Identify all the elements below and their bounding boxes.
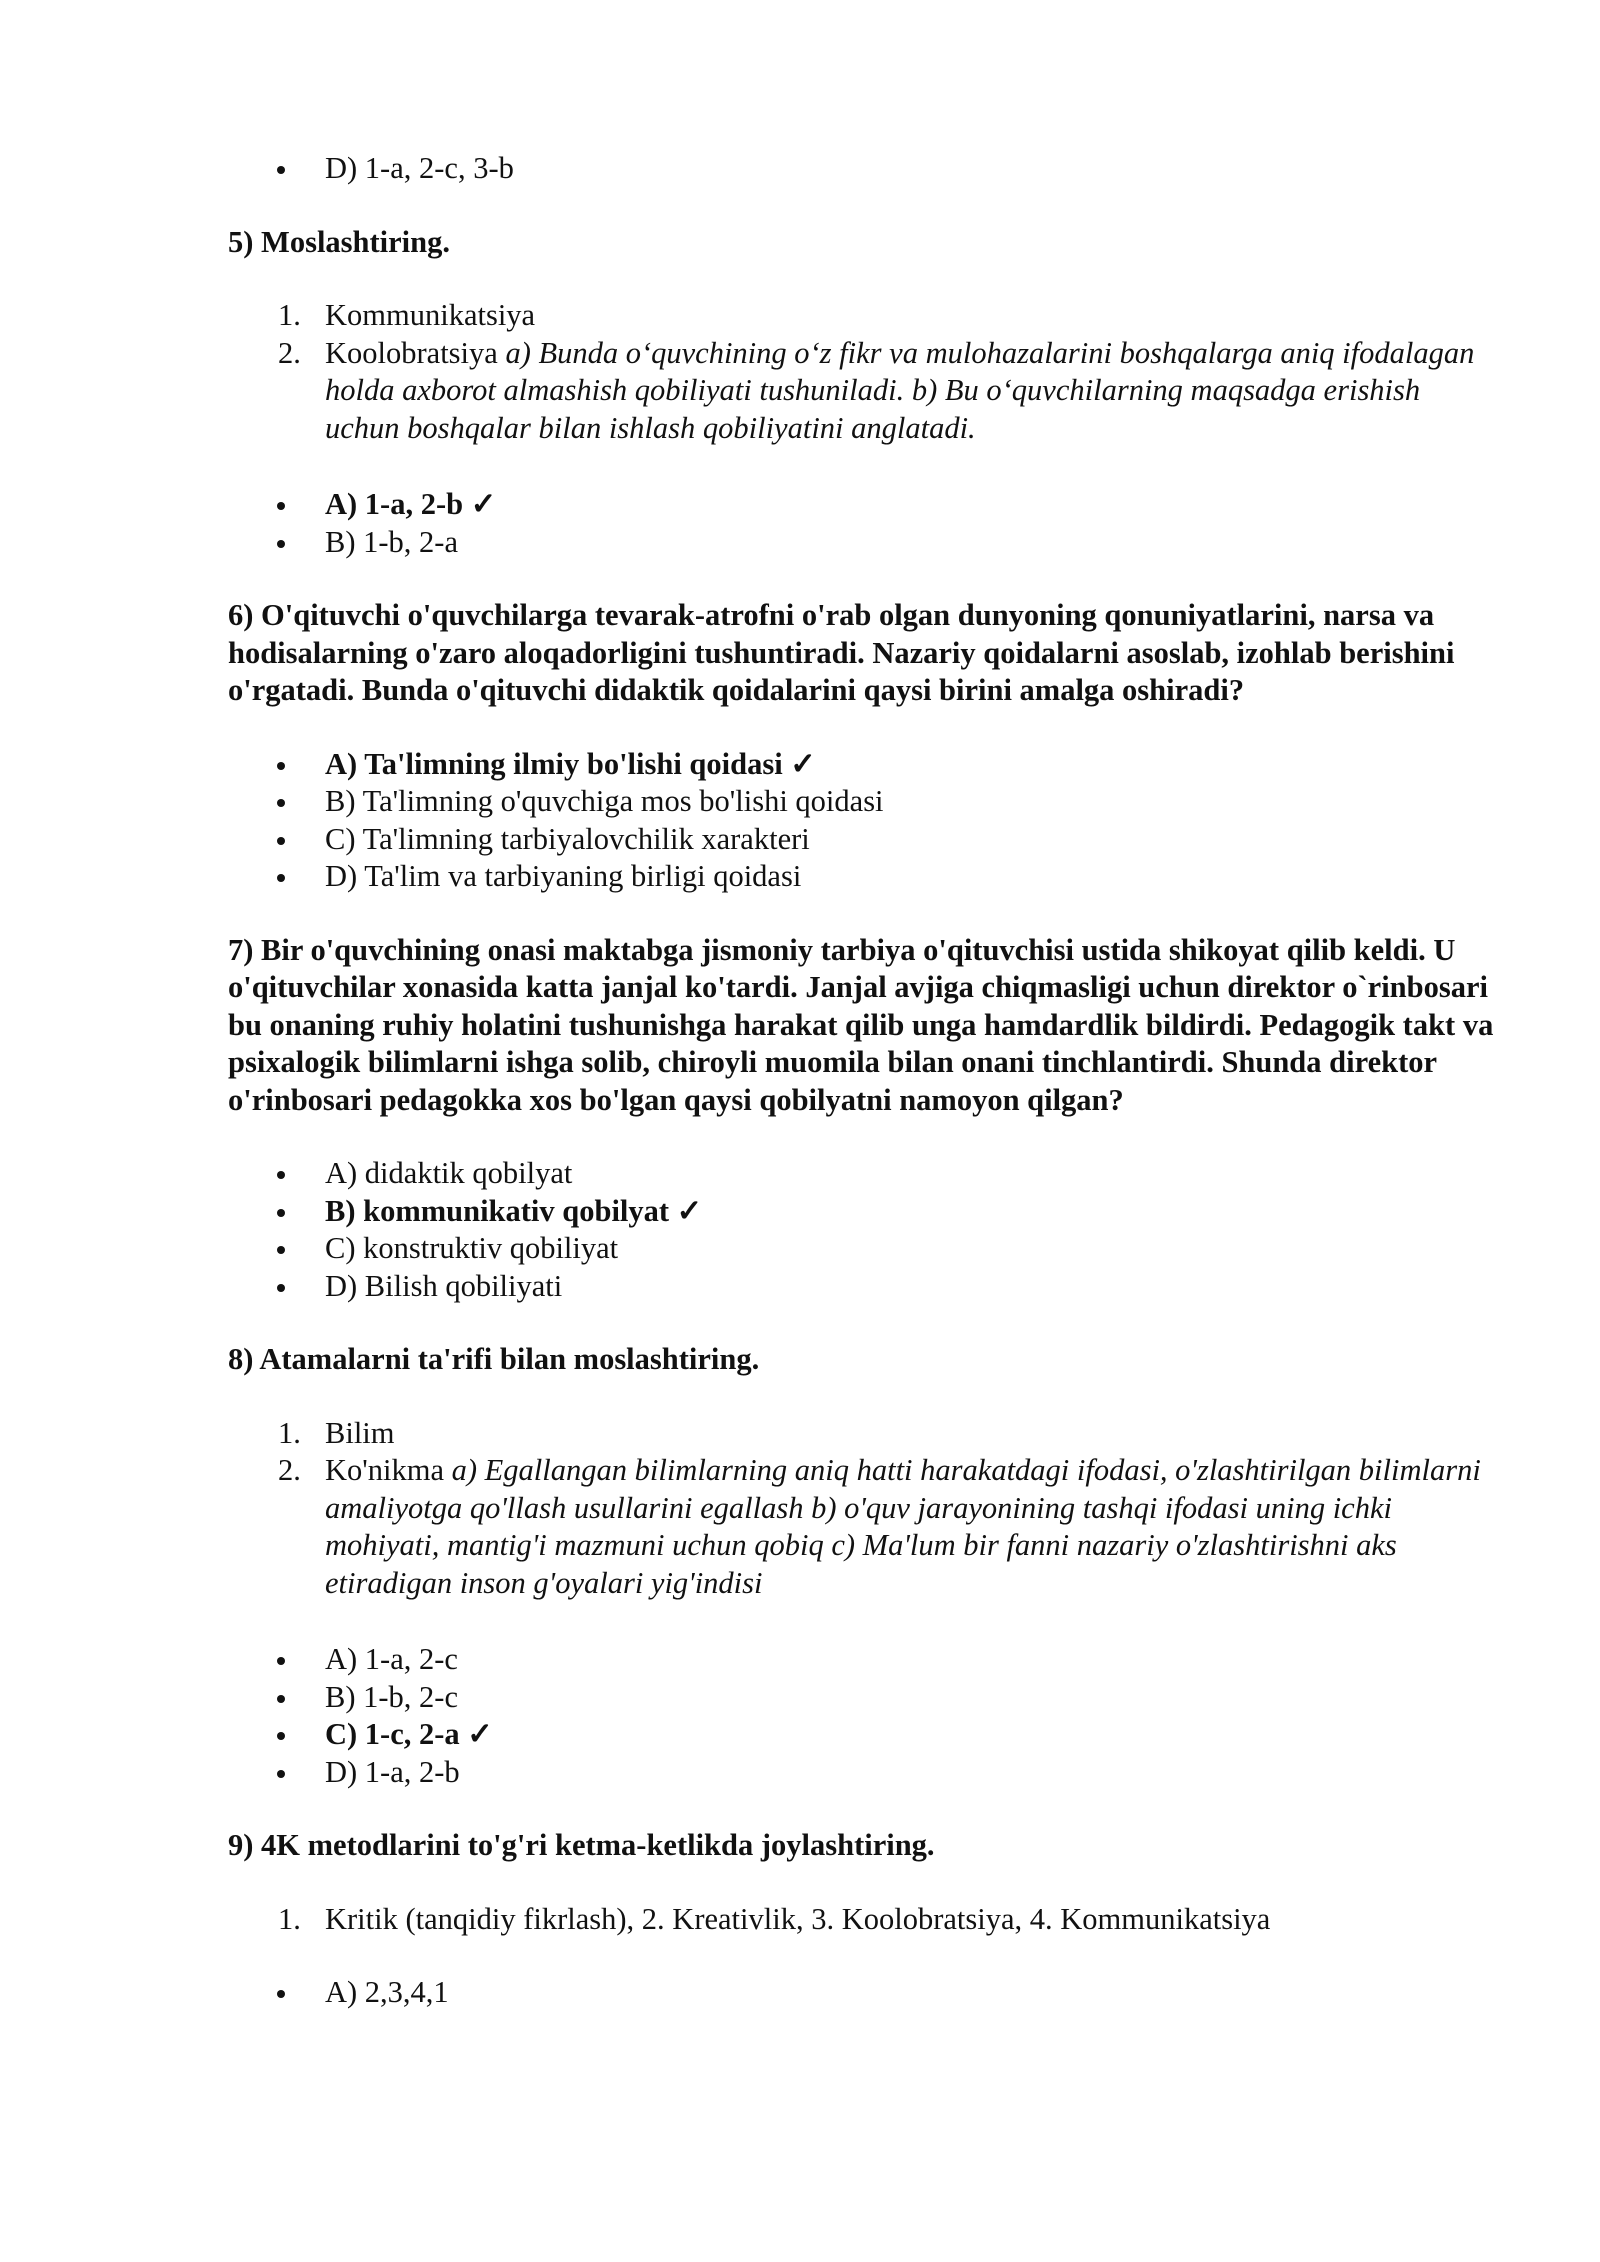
item-definition: a) Egallangan bilimlarning aniq hatti harakatdagi ifodasi, o'zlashtirilgan bilimlarni amaliyotga qo'llash usullarini egallash b) o'quv jarayonining tashqi ifodasi uning ichki mohiyati, mantig'i mazmuni uchun qobiq c) Ma'lum bir fanni nazariy o'zlashtirishni aks etiradigan inson g'oyalari yig'indisi [325,1453,1481,1600]
option-item: D) 1-a, 2-b [228,1754,1498,1792]
numbered-item [228,1452,1498,1602]
item-text: Kommunikatsiya [325,298,536,332]
question-9-items [228,1901,1498,1939]
option-item: D) Ta'lim va tarbiyaning birligi qoidasi [228,858,1498,896]
item-number: 2. [278,1453,301,1487]
option-item: D) Bilish qobiliyati [228,1268,1498,1306]
question-7-title: 7) Bir o'quvchining onasi maktabga jismoniy tarbiya o'qituvchisi ustida shikoyat qilib keldi. U o'qituvchilar xonasida katta janjal ko'tardi. Janjal avjiga chiqmasligi uchun direktor o`rinbosari bu onaning ruhiy holatini tushunishga harakat qilib unga hamdardlik bildirdi. Pedagogik takt va psixalogik bilimlarni ishga solib, chiroyli muomila bilan onani tinchlantirdi. Shunda direktor o'rinbosari pedagokka xos bo'lgan qaysi qobilyatni namoyon qilgan? [228,932,1494,1117]
option-item: D) 1-a, 2-c, 3-b [228,150,1498,188]
correct-option: A) 1-a, 2-b ✓ [228,486,1498,524]
option-item: A) 1-a, 2-c [228,1641,1498,1679]
question-5-items [228,297,1498,447]
question-5-title: 5) Moslashtiring. [228,224,450,259]
question-9-options [228,1974,1498,2012]
numbered-item [228,335,1498,448]
item-number: 1. [278,1901,301,1936]
question-8-options [228,1641,1498,1791]
numbered-item [228,1415,1498,1453]
numbered-item [228,297,1498,335]
question-9-title: 9) 4K metodlarini to'g'ri ketma-ketlikda joylashtiring. [228,1828,935,1862]
numbered-item [228,1901,1498,1939]
item-definition: a) Bunda o‘quvchining o‘z fikr va mulohazalarini boshqalarga aniq ifodalagan holda axborot almashish qobiliyati tushuniladi. b) Bu o‘quvchilarning maqsadga erishish uchun boshqalar bilan ishlash qobiliyatini anglatadi. [325,335,1475,445]
item-number: 1. [278,1415,301,1450]
item-number: 2. [278,335,301,370]
option-item: B) 1-b, 2-a [228,524,1498,562]
option-item: A) 2,3,4,1 [228,1974,1498,2012]
item-number: 1. [278,298,301,332]
option-item: B) 1-b, 2-c [228,1679,1498,1717]
item-text: Koolobratsiya [325,335,506,370]
document-page [228,150,1498,2012]
item-text: Bilim [325,1415,395,1450]
correct-option: A) Ta'limning ilmiy bo'lishi qoidasi ✓ [228,746,1498,784]
option-item: A) didaktik qobilyat [228,1155,1498,1193]
option-item: B) Ta'limning o'quvchiga mos bo'lishi qoidasi [228,783,1498,821]
option-item: C) Ta'limning tarbiyalovchilik xarakteri [228,821,1498,859]
item-text: Ko'nikma [325,1453,452,1487]
option-item: C) konstruktiv qobiliyat [228,1230,1498,1268]
question-6-title: 6) O'qituvchi o'quvchilarga tevarak-atrofni o'rab olgan dunyoning qonuniyatlarini, narsa va hodisalarning o'zaro aloqadorligini tushuntiradi. Nazariy qoidalarni asoslab, izohlab berishini o'rgatadi. Bunda o'qituvchi didaktik qoidalarini qaysi birini amalga oshiradi? [228,598,1455,707]
question-5-options [228,486,1498,561]
question-8-items [228,1415,1498,1603]
question-6-options [228,746,1498,896]
correct-option: C) 1-c, 2-a ✓ [228,1716,1498,1754]
item-text: Kritik (tanqidiy fikrlash), 2. Kreativlik, 3. Koolobratsiya, 4. Kommunikatsiya [325,1901,1271,1936]
question-7-options [228,1155,1498,1305]
question-8-title: 8) Atamalarni ta'rifi bilan moslashtiring. [228,1342,760,1376]
correct-option: B) kommunikativ qobilyat ✓ [228,1193,1498,1231]
previous-options-list [228,150,1498,188]
